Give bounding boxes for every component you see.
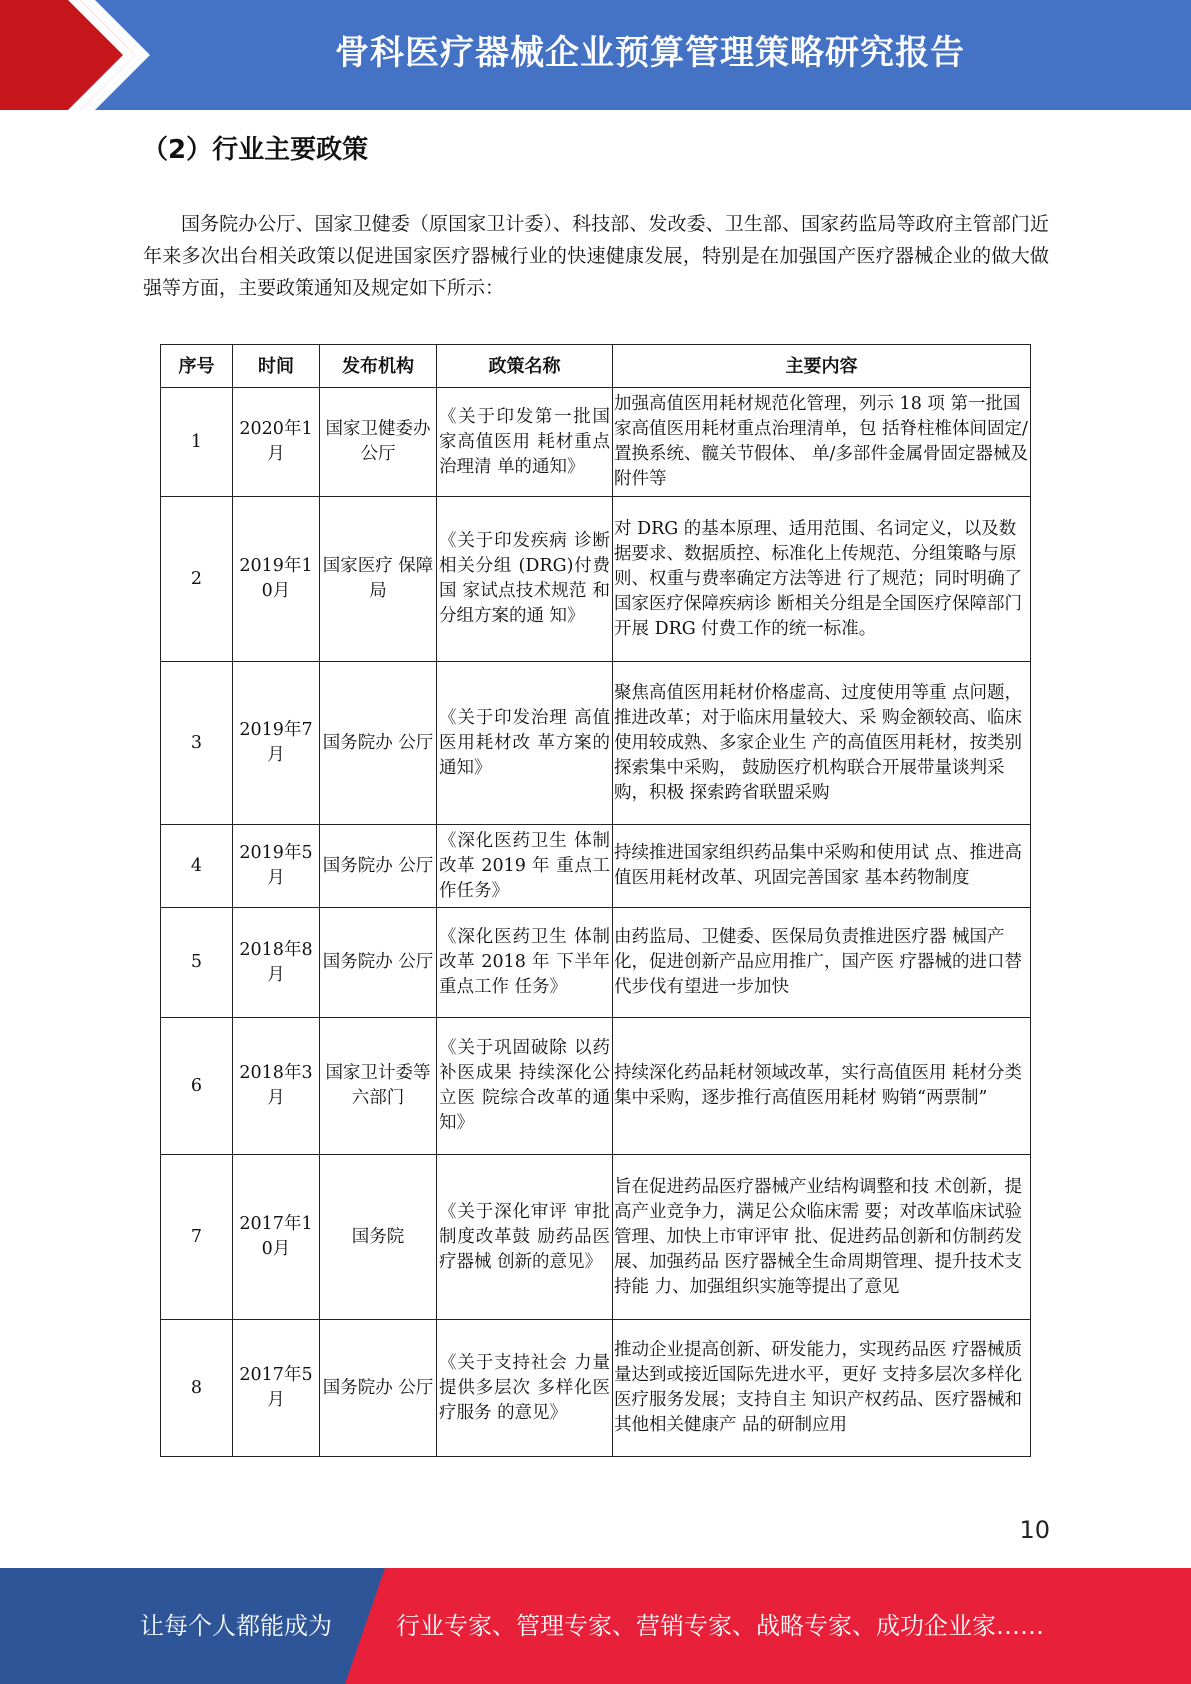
cell-agency: 国家卫计委等六部门 xyxy=(320,1018,437,1155)
table-row xyxy=(161,388,1031,497)
cell-time: 2020年1月 xyxy=(233,388,320,497)
header-no: 序号 xyxy=(161,345,233,388)
cell-content: 由药监局、卫健委、医保局负责推进医疗器 械国产化，促进创新产品应用推广，国产医 疗器械的进口替代步伐有望进一步加快 xyxy=(613,908,1031,1018)
cell-no: 6 xyxy=(161,1018,233,1155)
cell-content: 旨在促进药品医疗器械产业结构调整和技 术创新，提高产业竞争力，满足公众临床需 要；对改革临床试验管理、加快上市审评审 批、促进药品创新和仿制药发展、加强药品 医疗器械全生命周期管理、提升技术支持能 力、加强组织实施等提出了意见 xyxy=(613,1155,1031,1320)
cell-time: 2019年7月 xyxy=(233,662,320,825)
header-agency: 发布机构 xyxy=(320,345,437,388)
cell-agency: 国家医疗 保障局 xyxy=(320,497,437,662)
cell-no: 5 xyxy=(161,908,233,1018)
table-row xyxy=(161,825,1031,908)
cell-no: 1 xyxy=(161,388,233,497)
cell-no: 3 xyxy=(161,662,233,825)
cell-time: 2019年10月 xyxy=(233,497,320,662)
cell-no: 8 xyxy=(161,1320,233,1457)
table-header-row xyxy=(161,345,1031,388)
header-content: 主要内容 xyxy=(613,345,1031,388)
page-number: 10 xyxy=(1019,1516,1050,1544)
cell-content: 聚焦高值医用耗材价格虚高、过度使用等重 点问题，推进改革；对于临床用量较大、采 购金额较高、临床使用较成熟、多家企业生 产的高值医用耗材，按类别探索集中采购， 鼓励医疗机构联合开展带量谈判采购，积极 探索跨省联盟采购 xyxy=(613,662,1031,825)
cell-agency: 国务院办 公厅 xyxy=(320,1320,437,1457)
header-time: 时间 xyxy=(233,345,320,388)
footer-slogan-right: 行业专家、管理专家、营销专家、战略专家、成功企业家…… xyxy=(396,1612,1044,1640)
cell-agency: 国务院 xyxy=(320,1155,437,1320)
cell-time: 2017年10月 xyxy=(233,1155,320,1320)
cell-policy: 《关于印发治理 高值医用耗材改 革方案的通知》 xyxy=(437,662,613,825)
footer-band xyxy=(0,1568,1191,1684)
footer-slogan-left: 让每个人都能成为 xyxy=(140,1612,332,1640)
cell-content: 加强高值医用耗材规范化管理，列示 18 项 第一批国家高值医用耗材重点治理清单，包 括脊柱椎体间固定/置换系统、髋关节假体、 单/多部件金属骨固定器械及附件等 xyxy=(613,388,1031,497)
cell-time: 2017年5月 xyxy=(233,1320,320,1457)
table-row xyxy=(161,1155,1031,1320)
cell-time: 2019年5月 xyxy=(233,825,320,908)
cell-agency: 国务院办 公厅 xyxy=(320,662,437,825)
cell-policy: 《关于支持社会 力量提供多层次 多样化医疗服务 的意见》 xyxy=(437,1320,613,1457)
table-row xyxy=(161,908,1031,1018)
cell-content: 推动企业提高创新、研发能力，实现药品医 疗器械质量达到或接近国际先进水平，更好 支持多层次多样化医疗服务发展；支持自主 知识产权药品、医疗器械和其他相关健康产 品的研制应用 xyxy=(613,1320,1031,1457)
table-row xyxy=(161,497,1031,662)
report-title: 骨科医疗器械企业预算管理策略研究报告 xyxy=(335,33,965,73)
table-row xyxy=(161,1018,1031,1155)
cell-policy: 《关于深化审评 审批制度改革鼓 励药品医疗器械 创新的意见》 xyxy=(437,1155,613,1320)
header-arrow-logo xyxy=(0,0,150,110)
cell-content: 持续深化药品耗材领域改革，实行高值医用 耗材分类集中采购，逐步推行高值医用耗材 购销“两票制” xyxy=(613,1018,1031,1155)
cell-policy: 《关于印发疾病 诊断相关分组 (DRG)付费国 家试点技术规范 和分组方案的通 知》 xyxy=(437,497,613,662)
header-band xyxy=(0,0,1191,110)
cell-time: 2018年3月 xyxy=(233,1018,320,1155)
table-row xyxy=(161,662,1031,825)
cell-content: 对 DRG 的基本原理、适用范围、名词定义，以及数据要求、数据质控、标准化上传规范、分组策略与原则、权重与费率确定方法等进 行了规范；同时明确了国家医疗保障疾病诊 断相关分组是全国医疗保障部门开展 DRG 付费工作的统一标准。 xyxy=(613,497,1031,662)
cell-no: 4 xyxy=(161,825,233,908)
cell-policy: 《关于巩固破除 以药补医成果 持续深化公立医 院综合改革的通 知》 xyxy=(437,1018,613,1155)
cell-time: 2018年8月 xyxy=(233,908,320,1018)
cell-no: 7 xyxy=(161,1155,233,1320)
cell-policy: 《深化医药卫生 体制改革 2019 年 重点工作任务》 xyxy=(437,825,613,908)
policy-table xyxy=(160,344,1031,1457)
table-row xyxy=(161,1320,1031,1457)
cell-agency: 国务院办 公厅 xyxy=(320,825,437,908)
cell-agency: 国务院办 公厅 xyxy=(320,908,437,1018)
cell-policy: 《关于印发第一批国家高值医用 耗材重点治理清 单的通知》 xyxy=(437,388,613,497)
section-heading: （2）行业主要政策 xyxy=(142,135,369,165)
cell-content: 持续推进国家组织药品集中采购和使用试 点、推进高值医用耗材改革、巩固完善国家 基本药物制度 xyxy=(613,825,1031,908)
cell-no: 2 xyxy=(161,497,233,662)
intro-paragraph: 国务院办公厅、国家卫健委（原国家卫计委）、科技部、发改委、卫生部、国家药监局等政府主管部门近年来多次出台相关政策以促进国家医疗器械行业的快速健康发展，特别是在加强国产医疗器械企业的做大做强等方面，主要政策通知及规定如下所示： xyxy=(143,213,1049,299)
header-policy: 政策名称 xyxy=(437,345,613,388)
cell-agency: 国家卫健委办公厅 xyxy=(320,388,437,497)
cell-policy: 《深化医药卫生 体制改革 2018 年 下半年重点工作 任务》 xyxy=(437,908,613,1018)
